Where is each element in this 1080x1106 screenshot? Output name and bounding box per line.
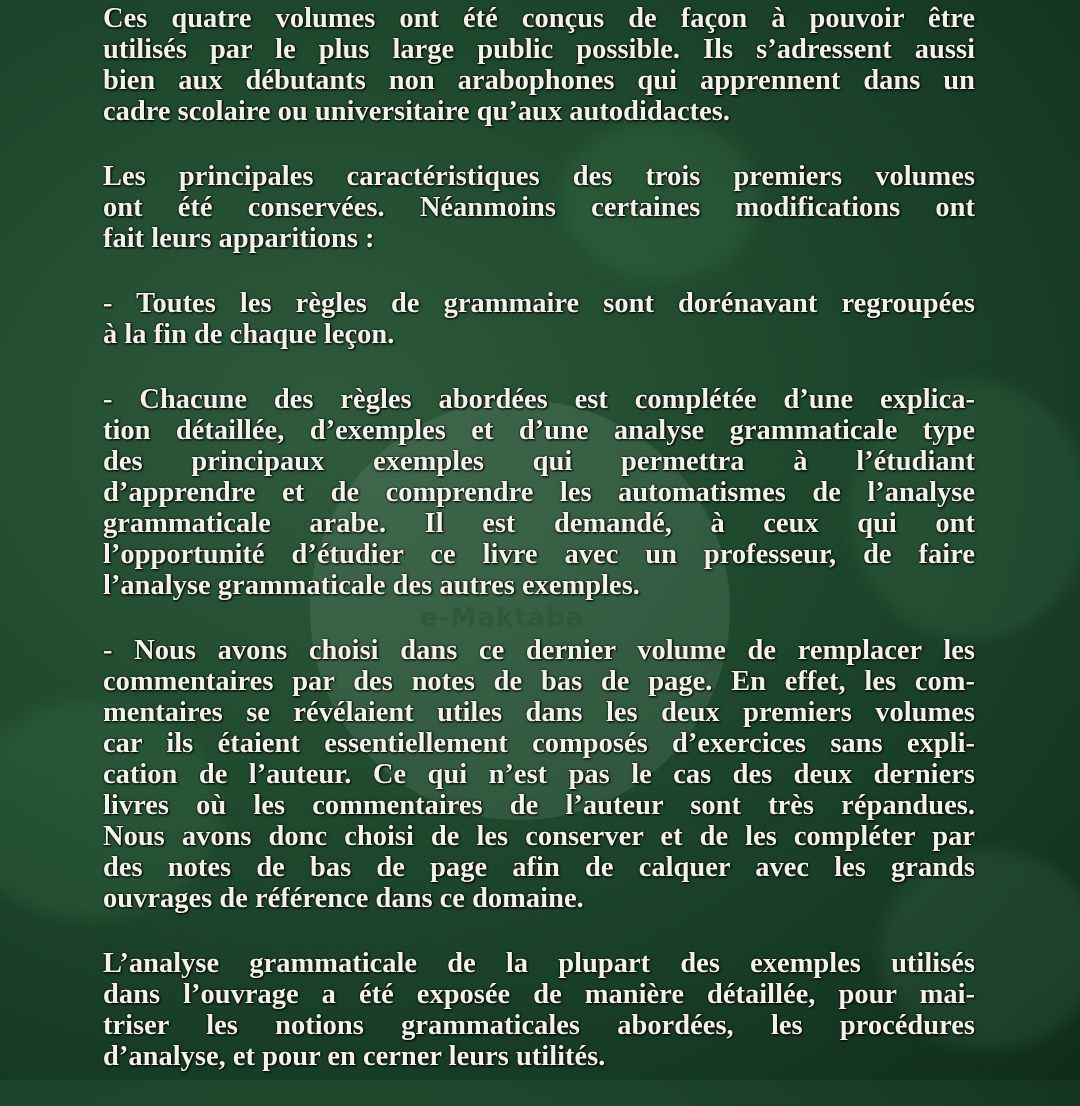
text-line: Nous avons donc choisi de les conserver et de les compléter par [103,821,975,852]
paragraph [103,288,975,350]
paragraph [103,3,975,127]
text-line: dans l’ouvrage a été exposée de manière détaillée, pour mai- [103,979,975,1010]
text-line: ouvrages de référence dans ce domaine. [103,883,584,914]
paragraph [103,948,975,1072]
text-line: bien aux débutants non arabophones qui apprennent dans un [103,65,975,96]
paragraph [103,161,975,254]
text-line: commentaires par des notes de bas de page. En effet, les com- [103,666,975,697]
back-cover-text [103,3,975,1106]
paragraph [103,635,975,914]
text-line: utilisés par le plus large public possible. Ils s’adressent aussi [103,34,975,65]
text-line: l’opportunité d’étudier ce livre avec un professeur, de faire [103,539,975,570]
text-line: des principaux exemples qui permettra à l’étudiant [103,446,975,477]
text-line: tion détaillée, d’exemples et d’une analyse grammaticale type [103,415,975,446]
text-line: fait leurs apparitions : [103,223,375,254]
text-line: cadre scolaire ou universitaire qu’aux autodidactes. [103,96,730,127]
text-line: d’analyse, et pour en cerner leurs utilités. [103,1041,606,1072]
text-line: grammaticale arabe. Il est demandé, à ceux qui ont [103,508,975,539]
text-line: Les principales caractéristiques des trois premiers volumes [103,161,975,192]
watermark-logo: e-Maktaba [420,603,585,633]
text-line: - Toutes les règles de grammaire sont dorénavant regroupées [103,288,975,319]
paragraph [103,384,975,601]
text-line: mentaires se révélaient utiles dans les deux premiers volumes [103,697,975,728]
text-line: d’apprendre et de comprendre les automatismes de l’analyse [103,477,975,508]
text-line: à la fin de chaque leçon. [103,319,395,350]
text-line: ont été conservées. Néanmoins certaines modifications ont [103,192,975,223]
text-line: des notes de bas de page afin de calquer avec les grands [103,852,975,883]
text-line: Ces quatre volumes ont été conçus de façon à pouvoir être [103,3,975,34]
text-line: triser les notions grammaticales abordées, les procédures [103,1010,975,1041]
text-line: L’analyse grammaticale de la plupart des exemples utilisés [103,948,975,979]
text-line: car ils étaient essentiellement composés d’exercices sans expli- [103,728,975,759]
text-line: cation de l’auteur. Ce qui n’est pas le cas des deux derniers [103,759,975,790]
text-line: - Chacune des règles abordées est complétée d’une explica- [103,384,975,415]
text-line: livres où les commentaires de l’auteur sont très répandues. [103,790,975,821]
text-line: l’analyse grammaticale des autres exemples. [103,570,640,601]
text-line: - Nous avons choisi dans ce dernier volume de remplacer les [103,635,975,666]
